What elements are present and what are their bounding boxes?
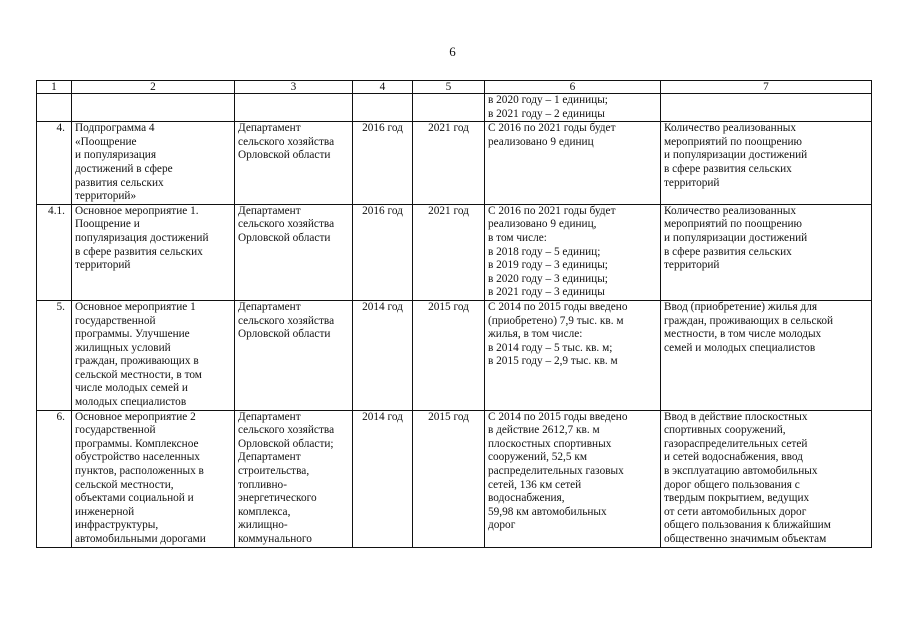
cell-line: С 2016 по 2021 годы будет (488, 204, 616, 217)
page-number: 6 (449, 44, 456, 59)
cell-line: Орловской области (238, 328, 331, 341)
cell-line: в сфере развития сельских (664, 162, 792, 175)
cell-line: территорий (75, 259, 131, 272)
indicator-cell (661, 300, 872, 410)
cell-line: обустройство населенных (75, 451, 200, 464)
table-row (37, 300, 872, 410)
cell-line: развития сельских (75, 176, 164, 189)
end-year-cell: 2021 год (413, 122, 485, 205)
cell-line: С 2014 по 2015 годы введено (488, 410, 628, 423)
cell-line: Подпрограмма 4 (75, 122, 155, 135)
column-header: 1 (37, 81, 72, 94)
column-header: 7 (661, 81, 872, 94)
measure-name-cell (72, 94, 235, 122)
cell-line: территорий (664, 176, 720, 189)
cell-line: С 2016 по 2021 годы будет (488, 122, 616, 135)
cell-line: Поощрение и (75, 218, 140, 231)
cell-line: сельского хозяйства (238, 135, 335, 148)
cell-line: дорог (488, 519, 516, 532)
cell-line: строительства, (238, 465, 310, 478)
table-row (37, 122, 872, 205)
cell-line: газораспределительных сетей (664, 437, 808, 450)
program-table (36, 80, 872, 548)
cell-line: Орловской области (238, 231, 331, 244)
cell-line: в 2018 году – 5 единиц; (488, 245, 601, 258)
cell-line: Департамент (238, 300, 301, 313)
cell-line: сельского хозяйства (238, 314, 335, 327)
cell-line: жилищно- (238, 519, 288, 532)
row-number-cell (37, 94, 72, 122)
cell-line: энергетического (238, 492, 317, 505)
cell-line: и популяризация (75, 149, 157, 162)
cell-line: Орловской области (238, 149, 331, 162)
column-header: 3 (235, 81, 353, 94)
cell-line: популяризация достижений (75, 231, 209, 244)
cell-line: сооружений, 52,5 км (488, 451, 587, 464)
cell-line: Департамент (238, 122, 301, 135)
measure-name-cell (72, 122, 235, 205)
cell-line: в 2015 году – 2,9 тыс. кв. м (488, 355, 618, 368)
end-year-cell (413, 94, 485, 122)
expected-result-cell (485, 410, 661, 547)
cell-line: общего пользования к ближайшим (664, 519, 831, 532)
cell-line: в 2014 году – 5 тыс. кв. м; (488, 341, 613, 354)
table-row (37, 94, 872, 122)
cell-line: в сфере развития сельских (664, 245, 792, 258)
column-header: 6 (485, 81, 661, 94)
executor-cell (235, 300, 353, 410)
cell-line: от сети автомобильных дорог (664, 505, 807, 518)
executor-cell (235, 410, 353, 547)
cell-line: Орловской области; (238, 437, 334, 450)
cell-line: Количество реализованных (664, 204, 796, 217)
cell-line: Ввод (приобретение) жилья для (664, 300, 818, 313)
expected-result-cell (485, 122, 661, 205)
cell-line: жилищных условий (75, 341, 171, 354)
cell-line: в 2021 году – 3 единицы (488, 286, 605, 299)
cell-line: Департамент (238, 451, 301, 464)
cell-line: Ввод в действие плоскостных (664, 410, 808, 423)
cell-line: молодых специалистов (75, 396, 187, 409)
cell-line: «Поощрение (75, 135, 137, 148)
start-year-cell: 2016 год (353, 122, 413, 205)
cell-line: в 2020 году – 3 единицы; (488, 272, 608, 285)
cell-line: Количество реализованных (664, 122, 796, 135)
indicator-cell (661, 410, 872, 547)
end-year-cell: 2015 год (413, 410, 485, 547)
cell-line: Департамент (238, 410, 301, 423)
cell-line: граждан, проживающих в (75, 355, 199, 368)
cell-line: распределительных газовых (488, 465, 624, 478)
cell-line: сельской местности, в том (75, 368, 202, 381)
cell-line: Основное мероприятие 1 (75, 300, 196, 313)
row-number-cell: 5. (37, 300, 72, 410)
measure-name-cell (72, 204, 235, 300)
cell-line: семей и молодых специалистов (664, 341, 816, 354)
executor-cell (235, 122, 353, 205)
cell-line: программы. Улучшение (75, 328, 190, 341)
column-header: 5 (413, 81, 485, 94)
cell-line: в сфере развития сельских (75, 245, 203, 258)
cell-line: в 2019 году – 3 единицы; (488, 259, 608, 272)
cell-line: числе молодых семей и (75, 382, 188, 395)
cell-line: дорог общего пользования с (664, 478, 800, 491)
executor-cell (235, 94, 353, 122)
measure-name-cell (72, 300, 235, 410)
cell-line: в том числе: (488, 231, 547, 244)
start-year-cell: 2014 год (353, 410, 413, 547)
cell-line: территорий» (75, 190, 137, 203)
cell-line: мероприятий по поощрению (664, 135, 803, 148)
row-number-cell: 4.1. (37, 204, 72, 300)
row-number-cell: 4. (37, 122, 72, 205)
cell-line: в 2020 году – 1 единицы; (488, 94, 608, 106)
cell-line: и сетей водоснабжения, ввод (664, 451, 803, 464)
cell-line: автомобильными дорогами (75, 533, 206, 545)
cell-line: Основное мероприятие 2 (75, 410, 196, 423)
cell-line: государственной (75, 314, 156, 327)
cell-line: жилья, в том числе: (488, 328, 583, 341)
expected-result-cell (485, 300, 661, 410)
cell-line: 59,98 км автомобильных (488, 505, 607, 518)
cell-line: мероприятий по поощрению (664, 218, 803, 231)
cell-line: сельской местности, (75, 478, 174, 491)
cell-line: коммунального (238, 533, 312, 545)
cell-line: плоскостных спортивных (488, 437, 612, 450)
executor-cell (235, 204, 353, 300)
cell-line: инженерной (75, 505, 135, 518)
row-number-cell: 6. (37, 410, 72, 547)
start-year-cell: 2014 год (353, 300, 413, 410)
cell-line: граждан, проживающих в сельской (664, 314, 834, 327)
cell-line: объектами социальной и (75, 492, 194, 505)
cell-line: реализовано 9 единиц, (488, 218, 597, 231)
cell-line: достижений в сфере (75, 162, 173, 175)
cell-line: в действие 2612,7 кв. м (488, 424, 600, 437)
start-year-cell: 2016 год (353, 204, 413, 300)
measure-name-cell (72, 410, 235, 547)
cell-line: спортивных сооружений, (664, 424, 786, 437)
expected-result-cell (485, 204, 661, 300)
end-year-cell: 2015 год (413, 300, 485, 410)
cell-line: водоснабжения, (488, 492, 565, 505)
cell-line: сельского хозяйства (238, 218, 335, 231)
cell-line: и популяризации достижений (664, 149, 808, 162)
cell-line: пунктов, расположенных в (75, 465, 204, 478)
table-row (37, 204, 872, 300)
indicator-cell (661, 122, 872, 205)
cell-line: Основное мероприятие 1. (75, 204, 199, 217)
cell-line: топливно- (238, 478, 287, 491)
cell-line: инфраструктуры, (75, 519, 159, 532)
indicator-cell (661, 94, 872, 122)
cell-line: в 2021 году – 2 единицы (488, 107, 605, 120)
cell-line: государственной (75, 424, 156, 437)
start-year-cell (353, 94, 413, 122)
indicator-cell (661, 204, 872, 300)
cell-line: сетей, 136 км сетей (488, 478, 582, 491)
cell-line: (приобретено) 7,9 тыс. кв. м (488, 314, 624, 327)
column-header: 2 (72, 81, 235, 94)
cell-line: местности, в том числе молодых (664, 328, 822, 341)
cell-line: С 2014 по 2015 годы введено (488, 300, 628, 313)
expected-result-cell (485, 94, 661, 122)
cell-line: и популяризации достижений (664, 231, 808, 244)
cell-line: твердым покрытием, ведущих (664, 492, 810, 505)
cell-line: комплекса, (238, 505, 291, 518)
table-row (37, 410, 872, 547)
cell-line: программы. Комплексное (75, 437, 199, 450)
cell-line: общественно значимым объектам (664, 533, 827, 545)
cell-line: реализовано 9 единиц (488, 135, 594, 148)
header-row (37, 81, 872, 94)
column-header: 4 (353, 81, 413, 94)
cell-line: территорий (664, 259, 720, 272)
cell-line: сельского хозяйства (238, 424, 335, 437)
cell-line: в эксплуатацию автомобильных (664, 465, 818, 478)
cell-line: Департамент (238, 204, 301, 217)
end-year-cell: 2021 год (413, 204, 485, 300)
